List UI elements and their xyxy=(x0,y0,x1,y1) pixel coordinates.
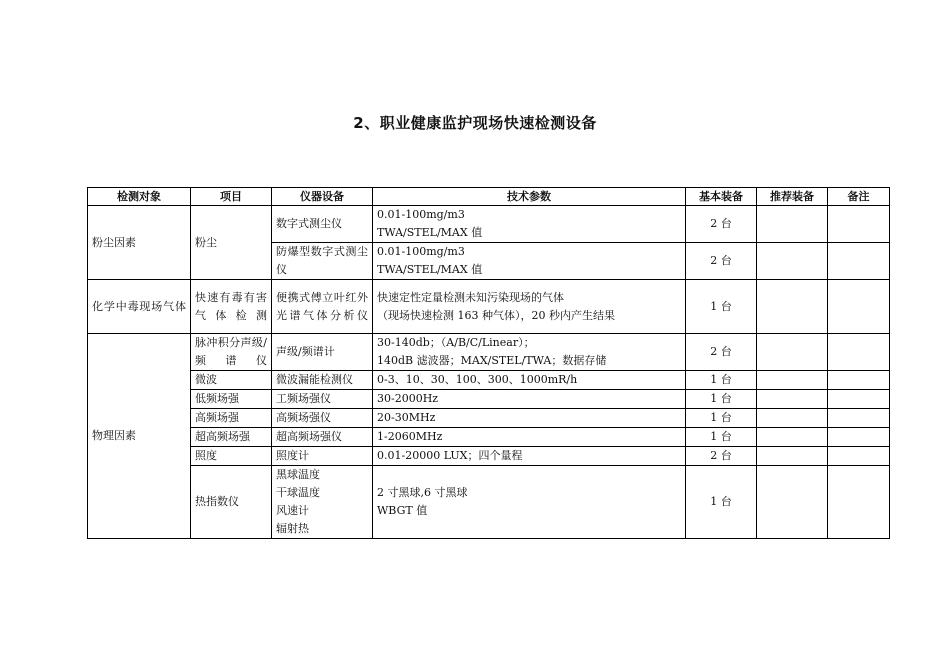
header-device: 仪器设备 xyxy=(272,188,373,206)
equipment-table xyxy=(87,187,890,539)
param-line: 30-140db；（A/B/C/Linear）； xyxy=(377,336,535,349)
device-cell: 微波漏能检测仪 xyxy=(272,371,373,390)
device-cell: 照度计 xyxy=(272,447,373,466)
device-cell: 防爆型数字式测尘仪 xyxy=(272,243,373,280)
params-cell xyxy=(373,334,686,371)
params-cell xyxy=(373,206,686,243)
note-cell xyxy=(828,466,890,539)
recommended-cell xyxy=(757,409,828,428)
item-cell: 超高频场强 xyxy=(191,428,272,447)
object-cell: 化学中毒现场气体 xyxy=(88,280,191,334)
table-row xyxy=(88,371,890,390)
recommended-cell xyxy=(757,466,828,539)
header-recommended: 推荐装备 xyxy=(757,188,828,206)
recommended-cell xyxy=(757,206,828,243)
recommended-cell xyxy=(757,390,828,409)
item-cell: 微波 xyxy=(191,371,272,390)
param-line: 0.01-100mg/m3 xyxy=(377,208,465,221)
param-line: 0.01-100mg/m3 xyxy=(377,245,465,258)
device-line: 辐射热 xyxy=(276,522,309,535)
note-cell xyxy=(828,243,890,280)
note-cell xyxy=(828,390,890,409)
item-cell: 照度 xyxy=(191,447,272,466)
table-row xyxy=(88,280,890,334)
params-cell xyxy=(373,466,686,539)
params-cell: 0.01-20000 LUX；四个量程 xyxy=(373,447,686,466)
note-cell xyxy=(828,447,890,466)
table-row xyxy=(88,390,890,409)
object-cell: 物理因素 xyxy=(88,334,191,539)
note-cell xyxy=(828,428,890,447)
table-row xyxy=(88,447,890,466)
device-cell: 数字式测尘仪 xyxy=(272,206,373,243)
device-line: 风速计 xyxy=(276,504,309,517)
table-row xyxy=(88,466,890,539)
recommended-cell xyxy=(757,334,828,371)
device-line: 干球温度 xyxy=(276,486,320,499)
device-cell: 便携式傅立叶红外光谱气体分析仪 xyxy=(272,280,373,334)
param-line: （现场快速检测 163 种气体），20 秒内产生结果 xyxy=(377,308,615,322)
recommended-cell xyxy=(757,428,828,447)
params-cell: 30-2000Hz xyxy=(373,390,686,409)
param-line: 2 寸黑球,6 寸黑球 xyxy=(377,486,468,499)
device-cell: 高频场强仪 xyxy=(272,409,373,428)
basic-cell: 1 台 xyxy=(686,390,757,409)
table-row xyxy=(88,409,890,428)
object-cell: 粉尘因素 xyxy=(88,206,191,280)
device-cell xyxy=(272,466,373,539)
item-cell: 低频场强 xyxy=(191,390,272,409)
item-cell: 快速有毒有害气体检测 xyxy=(191,280,272,334)
basic-cell: 1 台 xyxy=(686,409,757,428)
device-cell: 超高频场强仪 xyxy=(272,428,373,447)
header-object: 检测对象 xyxy=(88,188,191,206)
params-cell xyxy=(373,280,686,334)
header-basic: 基本装备 xyxy=(686,188,757,206)
item-cell: 高频场强 xyxy=(191,409,272,428)
table-header-row xyxy=(88,188,890,206)
table-row xyxy=(88,428,890,447)
page-title: 2、职业健康监护现场快速检测设备 xyxy=(353,114,597,132)
recommended-cell xyxy=(757,280,828,334)
note-cell xyxy=(828,371,890,390)
params-cell xyxy=(373,243,686,280)
header-note: 备注 xyxy=(828,188,890,206)
param-line: WBGT 值 xyxy=(377,504,428,517)
basic-cell: 2 台 xyxy=(686,243,757,280)
basic-cell: 2 台 xyxy=(686,447,757,466)
recommended-cell xyxy=(757,371,828,390)
device-cell: 声级/频谱计 xyxy=(272,334,373,371)
param-line: 140dB 滤波器；MAX/STEL/TWA；数据存储 xyxy=(377,354,607,367)
basic-cell: 2 台 xyxy=(686,334,757,371)
item-cell: 粉尘 xyxy=(191,206,272,280)
note-cell xyxy=(828,334,890,371)
basic-cell: 1 台 xyxy=(686,280,757,334)
table-row xyxy=(88,206,890,243)
param-line: TWA/STEL/MAX 值 xyxy=(377,263,483,276)
device-cell: 工频场强仪 xyxy=(272,390,373,409)
device-line: 黑球温度 xyxy=(276,468,320,481)
param-line: 快速定性定量检测未知污染现场的气体 xyxy=(377,290,564,304)
note-cell xyxy=(828,409,890,428)
table-row xyxy=(88,334,890,371)
params-cell: 0-3、10、30、100、300、1000mR/h xyxy=(373,371,686,390)
recommended-cell xyxy=(757,447,828,466)
item-cell: 脉冲积分声级/频谱仪 xyxy=(191,334,272,371)
header-params: 技术参数 xyxy=(373,188,686,206)
header-item: 项目 xyxy=(191,188,272,206)
note-cell xyxy=(828,280,890,334)
recommended-cell xyxy=(757,243,828,280)
params-cell: 20-30MHz xyxy=(373,409,686,428)
basic-cell: 1 台 xyxy=(686,371,757,390)
param-line: TWA/STEL/MAX 值 xyxy=(377,226,483,239)
params-cell: 1-2060MHz xyxy=(373,428,686,447)
basic-cell: 1 台 xyxy=(686,466,757,539)
basic-cell: 2 台 xyxy=(686,206,757,243)
basic-cell: 1 台 xyxy=(686,428,757,447)
note-cell xyxy=(828,206,890,243)
item-cell: 热指数仪 xyxy=(191,466,272,539)
